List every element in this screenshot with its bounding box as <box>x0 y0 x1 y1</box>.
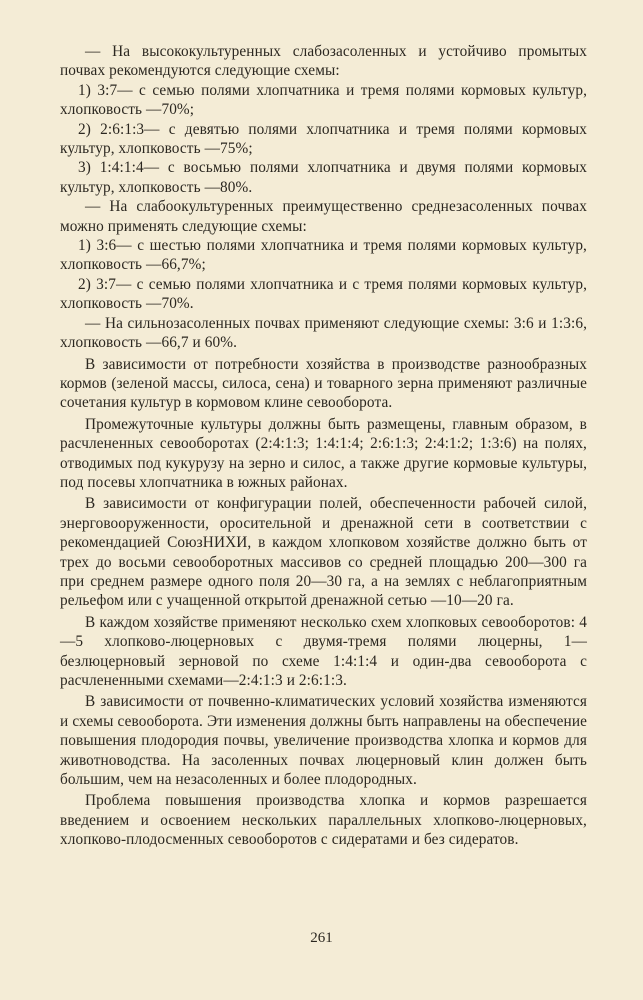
paragraph-production-problem: Проблема повышения производства хлопка и кормов разрешается введением и освоением нескольких параллельных хлопково-люцерновых, хлопково-плодосменных севооборотов с сидератами и без сидератов. <box>60 792 587 849</box>
paragraph-rotation-schemes: В каждом хозяйстве применяют несколько схем хлопковых севооборотов: 4—5 хлопково-люцерновых с двумя-тремя полями люцерны, 1— безлюцерновый зерновой по схеме 1:4:1:4 и один-два севооборота с расчлененными схемами—2:4:1:3 и 2:6:1:3. <box>60 613 587 689</box>
paragraph-field-configuration: В зависимости от конфигурации полей, обеспеченности рабочей силой, энерговооруженности, оросительной и дренажной сети в соответствии с рекомендацией СоюзНИХИ, в каждом хлопковом хозяйстве должно быть от трех до восьми севооборотных массивов со средней площадью 200—300 га при среднем размере одного поля 20—30 га, а на землях с неблагоприятным рельефом или с учащенной открытой дренажной сетью —10—20 га. <box>60 495 587 610</box>
paragraph-intermediate-crops: Промежуточные культуры должны быть размещены, главным образом, в расчлененных севооборотах (2:4:1:3; 1:4:1:4; 2:6:1:3; 2:4:1:2; 1:3:6) на полях, отводимых под кукурузу на зерно и силос, а также другие кормовые культуры, под посевы хлопчатника в южных районах. <box>60 415 587 491</box>
paragraph-saline-soils: — На сильнозасоленных почвах применяют следующие схемы: 3:6 и 1:3:6, хлопковость —66,7 и 60%. <box>60 314 587 352</box>
scheme-item-3: 3) 1:4:1:4— с восьмью полями хлопчатника и двумя полями кормовых культур, хлопковость —80%. <box>60 159 587 196</box>
paragraph-intro-high-culture: — На высококультуренных слабозасоленных и устойчиво промытых почвах рекомендуются следующие схемы: <box>60 43 587 80</box>
scheme-item-1: 1) 3:7— с семью полями хлопчатника и тремя полями кормовых культур, хлопковость —70%; <box>60 81 587 119</box>
paragraph-forage-needs: В зависимости от потребности хозяйства в производстве разнообразных кормов (зеленой массы, силоса, сена) и товарного зерна применяют различные сочетания культур в кормовом клине севооборота. <box>60 355 587 412</box>
paragraph-soil-conditions: В зависимости от почвенно-климатических условий хозяйства изменяются и схемы севооборота. Эти изменения должны быть направлены на обеспечение повышения плодородия почвы, увеличение производства хлопка и кормов для животноводства. На засоленных почвах люцерновый клин должен быть большим, чем на незасоленных и более плодородных. <box>60 693 587 789</box>
scheme-item-5: 2) 3:7— с семью полями хлопчатника и с тремя полями кормовых культур, хлопковость —70%. <box>60 275 587 313</box>
paragraph-intro-low-culture: — На слабоокультуренных преимущественно среднезасоленных почвах можно применять следующие схемы: <box>60 198 587 235</box>
page-number: 261 <box>310 930 333 946</box>
scheme-item-2: 2) 2:6:1:3— с девятью полями хлопчатника и тремя полями кормовых культур, хлопковость —75%; <box>60 120 587 158</box>
scheme-item-4: 1) 3:6— с шестью полями хлопчатника и тремя полями кормовых культур, хлопковость —66,7%; <box>60 237 587 274</box>
